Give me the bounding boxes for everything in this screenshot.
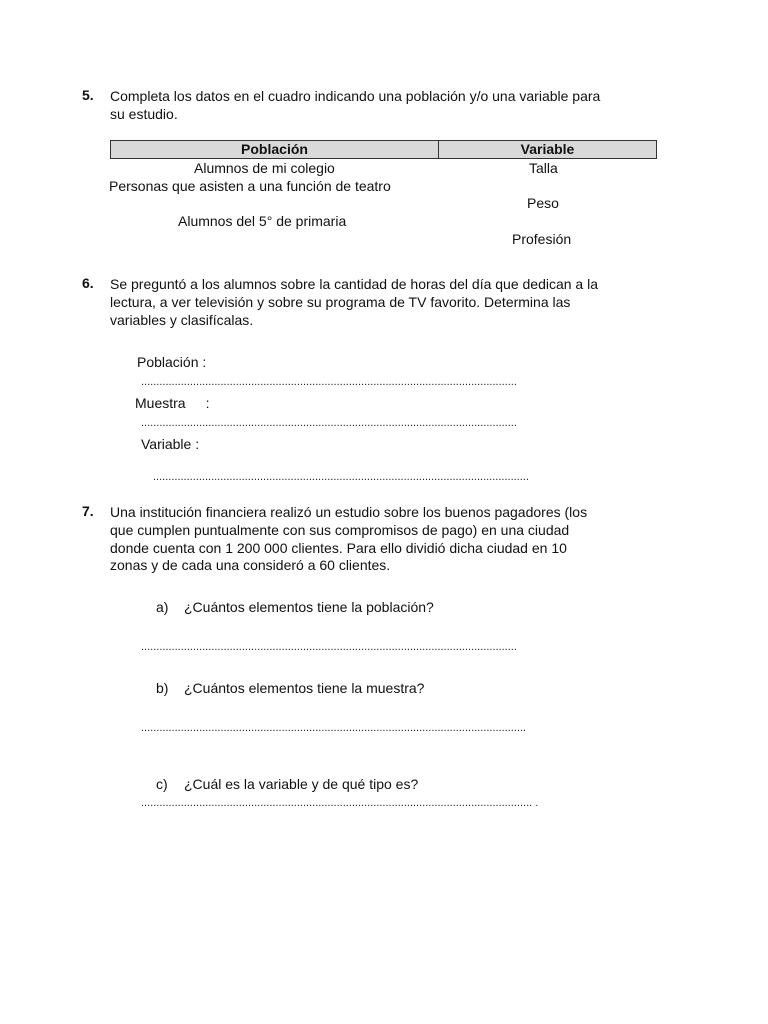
question-7-number: 7.	[82, 503, 94, 519]
variable-cell-1: Talla	[529, 160, 558, 176]
label-muestra	[135, 395, 209, 411]
label-muestra-text: Muestra	[135, 395, 186, 411]
answer-line-variable[interactable]: ...........................................................................................................................	[153, 471, 529, 483]
item-c-letter: c)	[156, 776, 168, 792]
question-6-text-line-3: variables y clasifícalas.	[110, 312, 254, 328]
answer-line-poblacion[interactable]: ...........................................................................................................................	[141, 376, 517, 388]
question-7-text-line-3: donde cuenta con 1 200 000 clientes. Para ello dividió dicha ciudad en 10	[110, 540, 567, 556]
table-header	[110, 140, 657, 159]
question-7-text-line-1: Una institución financiera realizó un estudio sobre los buenos pagadores (los	[110, 504, 588, 520]
question-5-number: 5.	[82, 87, 94, 103]
answer-line-muestra[interactable]: ...........................................................................................................................	[141, 417, 517, 429]
question-7-text-line-4: zonas y de cada una consideró a 60 clientes.	[110, 557, 391, 573]
question-6-text-line-1: Se preguntó a los alumnos sobre la cantidad de horas del día que dedican a la	[110, 276, 599, 292]
question-7-text-line-2: que cumplen puntualmente con sus compromisos de pago) en una ciudad	[110, 522, 570, 538]
question-5-text-line-1: Completa los datos en el cuadro indicando una población y/o una variable para	[110, 88, 601, 104]
poblacion-cell-1: Alumnos de mi colegio	[194, 160, 335, 176]
variable-cell-3: Profesión	[512, 231, 572, 247]
item-c-text: ¿Cuál es la variable y de qué tipo es?	[184, 776, 419, 792]
poblacion-cell-2: Personas que asisten a una función de teatro	[109, 178, 391, 194]
header-variable: Variable	[520, 141, 575, 157]
item-a-text: ¿Cuántos elementos tiene la población?	[184, 599, 434, 615]
answer-line-c[interactable]: ................................................................................................................................ .	[141, 797, 539, 809]
question-5-text-line-2: su estudio.	[110, 106, 178, 122]
variable-cell-2: Peso	[527, 195, 559, 211]
question-6-number: 6.	[82, 275, 94, 291]
answer-line-a[interactable]: ...........................................................................................................................	[141, 641, 517, 653]
item-a-letter: a)	[156, 599, 169, 615]
label-poblacion: Población :	[137, 354, 207, 370]
item-b-letter: b)	[156, 680, 169, 696]
label-muestra-colon: :	[205, 395, 210, 411]
item-b-text: ¿Cuántos elementos tiene la muestra?	[184, 680, 425, 696]
header-poblacion: Población	[111, 141, 439, 158]
label-variable: Variable :	[141, 436, 200, 452]
poblacion-cell-3: Alumnos del 5° de primaria	[178, 213, 347, 229]
answer-line-b[interactable]: ..............................................................................................................................	[141, 722, 527, 734]
question-6-text-line-2: lectura, a ver televisión y sobre su programa de TV favorito. Determina las	[110, 294, 571, 310]
